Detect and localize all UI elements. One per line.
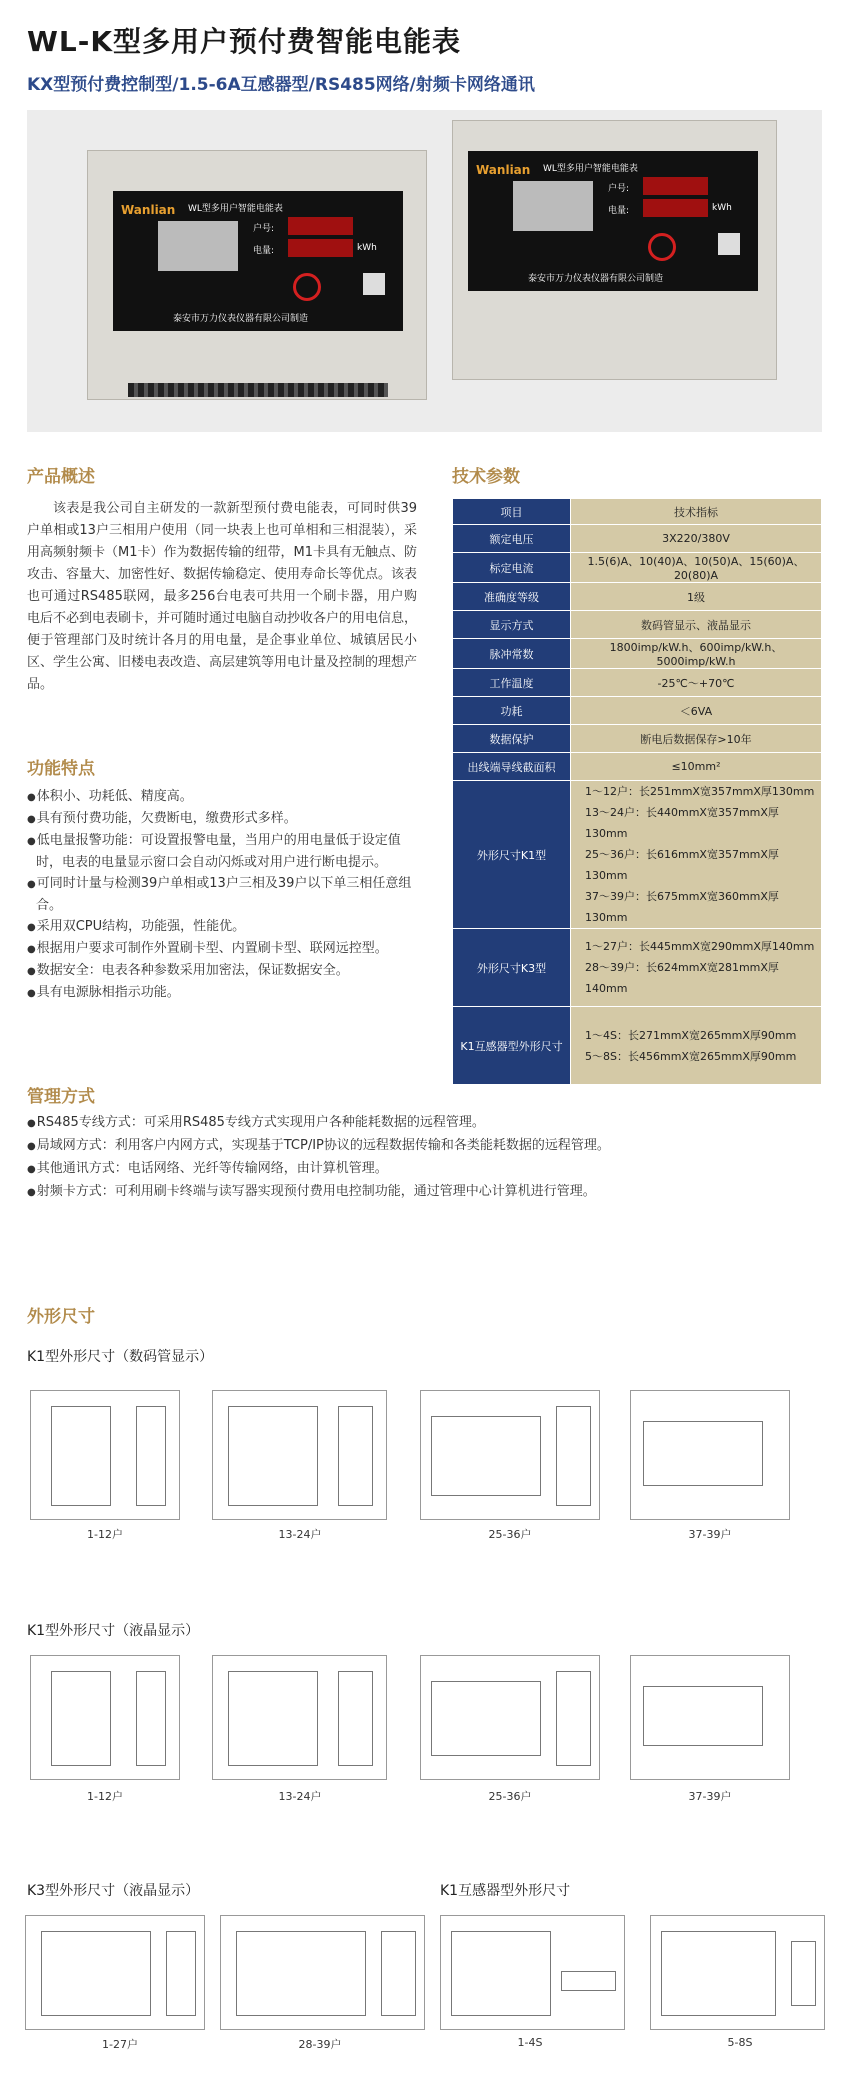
spec-value-k1 bbox=[571, 781, 822, 929]
meter-maker: 泰安市万力仪表仪器有限公司制造 bbox=[173, 314, 309, 324]
meter-title: WL型多用户智能电能表 bbox=[543, 164, 638, 174]
overview-text: 该表是我公司自主研发的一款新型预付费电能表，可同时供39户单相或13户三相用户使用（同一块表上也可单相和三相混装），采用高频射频卡（M1卡）作为数据传输的纽带，M1卡具有无触点、防攻击、容量大、加密性好、数据传输稳定、使用寿命长等优点。该表也可通过RS485联网，最多256台电表可共用一个刷卡器，用户购电后不必到电表刷卡，并可随时通过电脑自动抄收各户的用电信息，便于管理部门及时统计各月的用电量，是企事业单位、城镇居民小区、学生公寓、旧楼电表改造、高层建筑等用电计量及控制的理想产品。 bbox=[27, 501, 418, 692]
meter-title: WL型多用户智能电能表 bbox=[188, 204, 283, 214]
list-item: ● 射频卡方式：可利用刷卡终端与读写器实现预付费用电控制功能，通过管理中心计算机进行管理。 bbox=[27, 1181, 817, 1204]
drawing-k1-led-3 bbox=[420, 1390, 600, 1520]
caption: 25-36户 bbox=[488, 1528, 532, 1541]
meter-unit: kWh bbox=[712, 203, 732, 213]
page-subtitle: KX型预付费控制型/1.5-6A互感器型/RS485网络/射频卡网络通讯 bbox=[27, 75, 535, 95]
list-item: ● 其他通讯方式：电话网络、光纤等传输网络，由计算机管理。 bbox=[27, 1158, 817, 1181]
dims-group2-title: K1型外形尺寸（液晶显示） bbox=[27, 1623, 200, 1639]
spec-value: -25℃～+70℃ bbox=[571, 669, 822, 697]
spec-key: 外形尺寸K1型 bbox=[453, 781, 571, 929]
caption: 1-27户 bbox=[102, 2038, 138, 2051]
spec-line: 5～8S：长456mmX宽265mmX厚90mm bbox=[585, 1049, 797, 1063]
spec-value: 数码管显示、液晶显示 bbox=[571, 611, 822, 639]
product-photo bbox=[27, 110, 822, 432]
dims-group1-title: K1型外形尺寸（数码管显示） bbox=[27, 1349, 214, 1365]
spec-key: 项目 bbox=[453, 499, 571, 525]
meter-brand: Wanlian bbox=[121, 203, 176, 217]
spec-key: 外形尺寸K3型 bbox=[453, 929, 571, 1007]
spec-row bbox=[453, 753, 822, 781]
caption: 37-39户 bbox=[688, 1528, 732, 1541]
list-item: ● 局域网方式：利用客户内网方式，实现基于TCP/IP协议的远程数据传输和各类能耗数据的远程管理。 bbox=[27, 1135, 817, 1158]
meter-right bbox=[452, 120, 777, 380]
spec-value: 1.5(6)A、10(40)A、10(50)A、15(60)A、20(80)A bbox=[571, 553, 822, 583]
spec-key: 标定电流 bbox=[453, 553, 571, 583]
rf-card-icon bbox=[293, 273, 321, 301]
drawing-k1-lcd-3 bbox=[420, 1655, 600, 1780]
spec-row bbox=[453, 583, 822, 611]
spec-key: 功耗 bbox=[453, 697, 571, 725]
meter-maker: 泰安市万力仪表仪器有限公司制造 bbox=[528, 274, 664, 284]
spec-key: 工作温度 bbox=[453, 669, 571, 697]
spec-table-body bbox=[453, 499, 822, 1085]
meter-panel bbox=[113, 191, 403, 331]
meter-display-1 bbox=[288, 217, 353, 235]
spec-key: 显示方式 bbox=[453, 611, 571, 639]
spec-heading: 技术参数 bbox=[452, 467, 520, 487]
spec-line: 37～39户：长675mmX宽360mmX厚130mm bbox=[585, 890, 779, 924]
spec-key: 准确度等级 bbox=[453, 583, 571, 611]
list-item: ● 体积小、功耗低、精度高。 bbox=[27, 786, 422, 808]
qr-code-icon bbox=[363, 273, 385, 295]
drawing-k1-lcd-4 bbox=[630, 1655, 790, 1780]
drawing-k1-led-2 bbox=[212, 1390, 387, 1520]
spec-value: 1800imp/kW.h、600imp/kW.h、5000imp/kW.h bbox=[571, 639, 822, 669]
spec-value: ＜6VA bbox=[571, 697, 822, 725]
spec-row bbox=[453, 611, 822, 639]
drawing-k1-lcd-1 bbox=[30, 1655, 180, 1780]
spec-row bbox=[453, 553, 822, 583]
spec-value-ct bbox=[571, 1007, 822, 1085]
drawing-ct-2 bbox=[650, 1915, 825, 2030]
dims-group4-title: K1互感器型外形尺寸 bbox=[440, 1883, 571, 1899]
meter-display-2 bbox=[288, 239, 353, 257]
meter-left bbox=[87, 150, 427, 400]
spec-row bbox=[453, 697, 822, 725]
spec-value: 技术指标 bbox=[571, 499, 822, 525]
meter-display-1 bbox=[643, 177, 708, 195]
list-item: ● 采用双CPU结构，功能强，性能优。 bbox=[27, 916, 422, 938]
caption: 5-8S bbox=[727, 2036, 753, 2049]
spec-key: 脉冲常数 bbox=[453, 639, 571, 669]
spec-key: 数据保护 bbox=[453, 725, 571, 753]
list-item: ● 根据用户要求可制作外置刷卡型、内置刷卡型、联网远控型。 bbox=[27, 938, 422, 960]
meter-field-user: 户号: bbox=[608, 184, 630, 194]
spec-line: 1～27户：长445mmX宽290mmX厚140mm bbox=[585, 940, 815, 953]
meter-field-energy: 电量: bbox=[253, 246, 275, 256]
caption: 13-24户 bbox=[278, 1528, 322, 1541]
page-title: WL-K型多用户预付费智能电能表 bbox=[27, 25, 462, 58]
meter-terminals bbox=[128, 383, 388, 397]
spec-row bbox=[453, 639, 822, 669]
list-item: ● 数据安全：电表各种参数采用加密法，保证数据安全。 bbox=[27, 960, 422, 982]
spec-line: 1～12户：长251mmX宽357mmX厚130mm bbox=[585, 785, 815, 798]
spec-key: 出线端导线截面积 bbox=[453, 753, 571, 781]
list-item: ● 具有电源脉相指示功能。 bbox=[27, 982, 422, 1004]
spec-value: 断电后数据保存>10年 bbox=[571, 725, 822, 753]
drawing-k1-led-1 bbox=[30, 1390, 180, 1520]
meter-display-2 bbox=[643, 199, 708, 217]
spec-row bbox=[453, 669, 822, 697]
qr-code-icon bbox=[718, 233, 740, 255]
drawing-ct-1 bbox=[440, 1915, 625, 2030]
spec-line: 13～24户：长440mmX宽357mmX厚130mm bbox=[585, 806, 779, 840]
features-heading: 功能特点 bbox=[27, 759, 95, 779]
drawing-k1-led-4 bbox=[630, 1390, 790, 1520]
list-item: ● 可同时计量与检测39户单相或13户三相及39户以下单三相任意组合。 bbox=[27, 873, 422, 916]
caption: 1-12户 bbox=[87, 1528, 123, 1541]
list-item: ● RS485专线方式：可采用RS485专线方式实现用户各种能耗数据的远程管理。 bbox=[27, 1112, 817, 1135]
drawing-k1-lcd-2 bbox=[212, 1655, 387, 1780]
dims-group3-title: K3型外形尺寸（液晶显示） bbox=[27, 1883, 200, 1899]
drawing-k3-2 bbox=[220, 1915, 425, 2030]
spec-row bbox=[453, 725, 822, 753]
spec-line: 25～36户：长616mmX宽357mmX厚130mm bbox=[585, 848, 779, 882]
meter-field-user: 户号: bbox=[253, 224, 275, 234]
spec-key: K1互感器型外形尺寸 bbox=[453, 1007, 571, 1085]
list-item: ● 具有预付费功能，欠费断电，缴费形式多样。 bbox=[27, 808, 422, 830]
rf-card-icon bbox=[648, 233, 676, 261]
caption: 37-39户 bbox=[688, 1790, 732, 1803]
spec-value-k3 bbox=[571, 929, 822, 1007]
spec-value: ≤10mm² bbox=[571, 753, 822, 781]
spec-table bbox=[452, 498, 822, 1085]
meter-brand: Wanlian bbox=[476, 163, 531, 177]
meter-info-table bbox=[158, 221, 238, 271]
spec-row bbox=[453, 525, 822, 553]
spec-row bbox=[453, 499, 822, 525]
overview-heading: 产品概述 bbox=[27, 467, 95, 487]
spec-line: 28～39户：长624mmX宽281mmX厚140mm bbox=[585, 961, 779, 995]
caption: 25-36户 bbox=[488, 1790, 532, 1803]
mgmt-heading: 管理方式 bbox=[27, 1087, 95, 1107]
spec-key: 额定电压 bbox=[453, 525, 571, 553]
meter-panel bbox=[468, 151, 758, 291]
meter-field-energy: 电量: bbox=[608, 206, 630, 216]
caption: 28-39户 bbox=[298, 2038, 342, 2051]
spec-row-k3 bbox=[453, 929, 822, 1007]
mgmt-list bbox=[27, 1112, 817, 1204]
spec-row-ct bbox=[453, 1007, 822, 1085]
drawing-k3-1 bbox=[25, 1915, 205, 2030]
caption: 1-4S bbox=[517, 2036, 543, 2049]
list-item: ● 低电量报警功能：可设置报警电量，当用户的用电量低于设定值时，电表的电量显示窗口会自动闪烁或对用户进行断电提示。 bbox=[27, 830, 422, 873]
spec-value: 1级 bbox=[571, 583, 822, 611]
features-list bbox=[27, 786, 422, 1004]
caption: 1-12户 bbox=[87, 1790, 123, 1803]
meter-info-table bbox=[513, 181, 593, 231]
spec-line: 1～4S：长271mmX宽265mmX厚90mm bbox=[585, 1028, 797, 1042]
spec-value: 3X220/380V bbox=[571, 525, 822, 553]
caption: 13-24户 bbox=[278, 1790, 322, 1803]
dims-heading: 外形尺寸 bbox=[27, 1307, 95, 1327]
meter-unit: kWh bbox=[357, 243, 377, 253]
spec-row-k1 bbox=[453, 781, 822, 929]
